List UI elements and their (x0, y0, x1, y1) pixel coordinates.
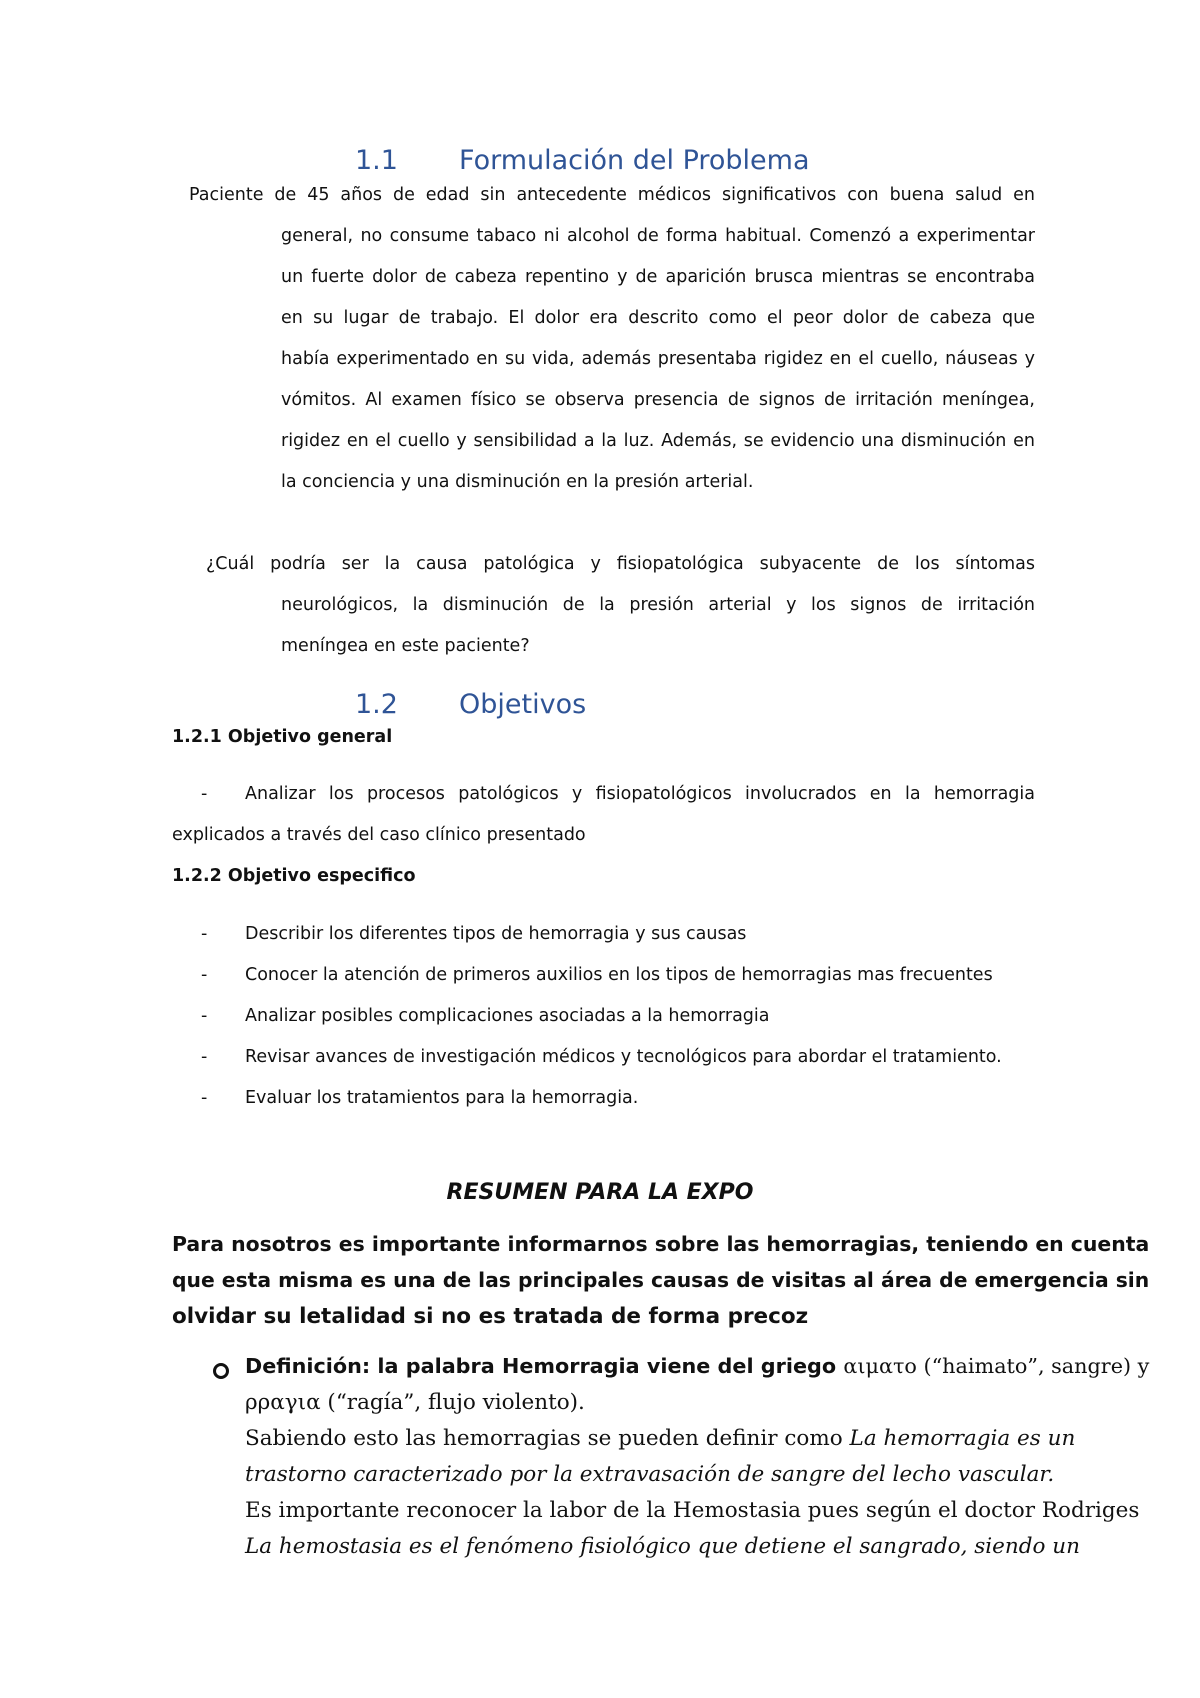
intro-line: Para nosotros es importante informarnos sobre las hemorragias, teniendo en cuenta (172, 1232, 1150, 1256)
list-item: Evaluar los tratamientos para la hemorragia. (245, 1088, 639, 1108)
definition-line: La hemostasia es el fenómeno fisiológico que detiene el sangrado, siendo un (245, 1534, 1080, 1559)
list-item: Describir los diferentes tipos de hemorragia y sus causas (245, 924, 747, 944)
section-number: 1.1 (355, 145, 398, 176)
paragraph-line: Paciente de 45 años de edad sin antecedente médicos significativos con buena salud en (189, 185, 1035, 205)
objective-line: explicados a través del caso clínico presentado (172, 825, 586, 845)
intro-line: que esta misma es una de las principales causas de visitas al área de emergencia sin (172, 1268, 1150, 1292)
definition-line (245, 1354, 1149, 1378)
dash-bullet: - (201, 1006, 208, 1026)
paragraph-line: en su lugar de trabajo. El dolor era descrito como el peor dolor de cabeza que (281, 308, 1035, 328)
section-number: 1.2 (355, 689, 398, 720)
definition-quote: La hemorragia es un (849, 1426, 1076, 1451)
dash-bullet: - (201, 965, 208, 985)
intro-line: olvidar su letalidad si no es tratada de forma precoz (172, 1304, 809, 1329)
question-line: ¿Cuál podría ser la causa patológica y fisiopatológica subyacente de los síntomas (206, 554, 1035, 574)
dash-bullet: - (201, 784, 208, 804)
subheading-objetivo-especifico: 1.2.2 Objetivo especifico (172, 866, 416, 886)
definition-line: Es importante reconocer la labor de la Hemostasia pues según el doctor Rodriges (245, 1498, 1140, 1523)
paragraph-line: había experimentado en su vida, además presentaba rigidez en el cuello, náuseas y (281, 349, 1035, 369)
definition-line (245, 1426, 1075, 1451)
circle-bullet-icon (213, 1363, 229, 1379)
paragraph-line: un fuerte dolor de cabeza repentino y de aparición brusca mientras se encontraba (281, 267, 1035, 287)
objective-line: Analizar los procesos patológicos y fisiopatológicos involucrados en la hemorragia (245, 784, 1035, 804)
definition-line: ρραγια (“ragía”, flujo violento). (245, 1390, 585, 1415)
dash-bullet: - (201, 1088, 208, 1108)
paragraph-line: la conciencia y una disminución en la presión arterial. (281, 472, 754, 492)
section-title: Formulación del Problema (459, 145, 810, 176)
definition-line: trastorno caracterizado por la extravasación de sangre del lecho vascular. (245, 1462, 1055, 1487)
resumen-title: RESUMEN PARA LA EXPO (446, 1180, 754, 1205)
section-title: Objetivos (459, 689, 587, 720)
question-line: neurológicos, la disminución de la presión arterial y los signos de irritación (281, 595, 1035, 615)
list-item: Analizar posibles complicaciones asociadas a la hemorragia (245, 1006, 770, 1026)
question-line: meníngea en este paciente? (281, 636, 530, 656)
dash-bullet: - (201, 1047, 208, 1067)
dash-bullet: - (201, 924, 208, 944)
definition-text: la palabra Hemorragia viene del griego (370, 1354, 844, 1378)
paragraph-line: vómitos. Al examen físico se observa presencia de signos de irritación meníngea, (281, 390, 1035, 410)
list-item: Revisar avances de investigación médicos y tecnológicos para abordar el tratamiento. (245, 1047, 1002, 1067)
paragraph-line: general, no consume tabaco ni alcohol de forma habitual. Comenzó a experimentar (281, 226, 1035, 246)
definition-text: Sabiendo esto las hemorragias se pueden definir como (245, 1426, 850, 1451)
greek-etymology: αιματο (“haimato”, sangre) y (843, 1354, 1150, 1378)
paragraph-line: rigidez en el cuello y sensibilidad a la luz. Además, se evidencio una disminución en (281, 431, 1035, 451)
definition-label: Definición: (245, 1354, 371, 1378)
list-item: Conocer la atención de primeros auxilios en los tipos de hemorragias mas frecuentes (245, 965, 993, 985)
subheading-objetivo-general: 1.2.1 Objetivo general (172, 727, 393, 747)
